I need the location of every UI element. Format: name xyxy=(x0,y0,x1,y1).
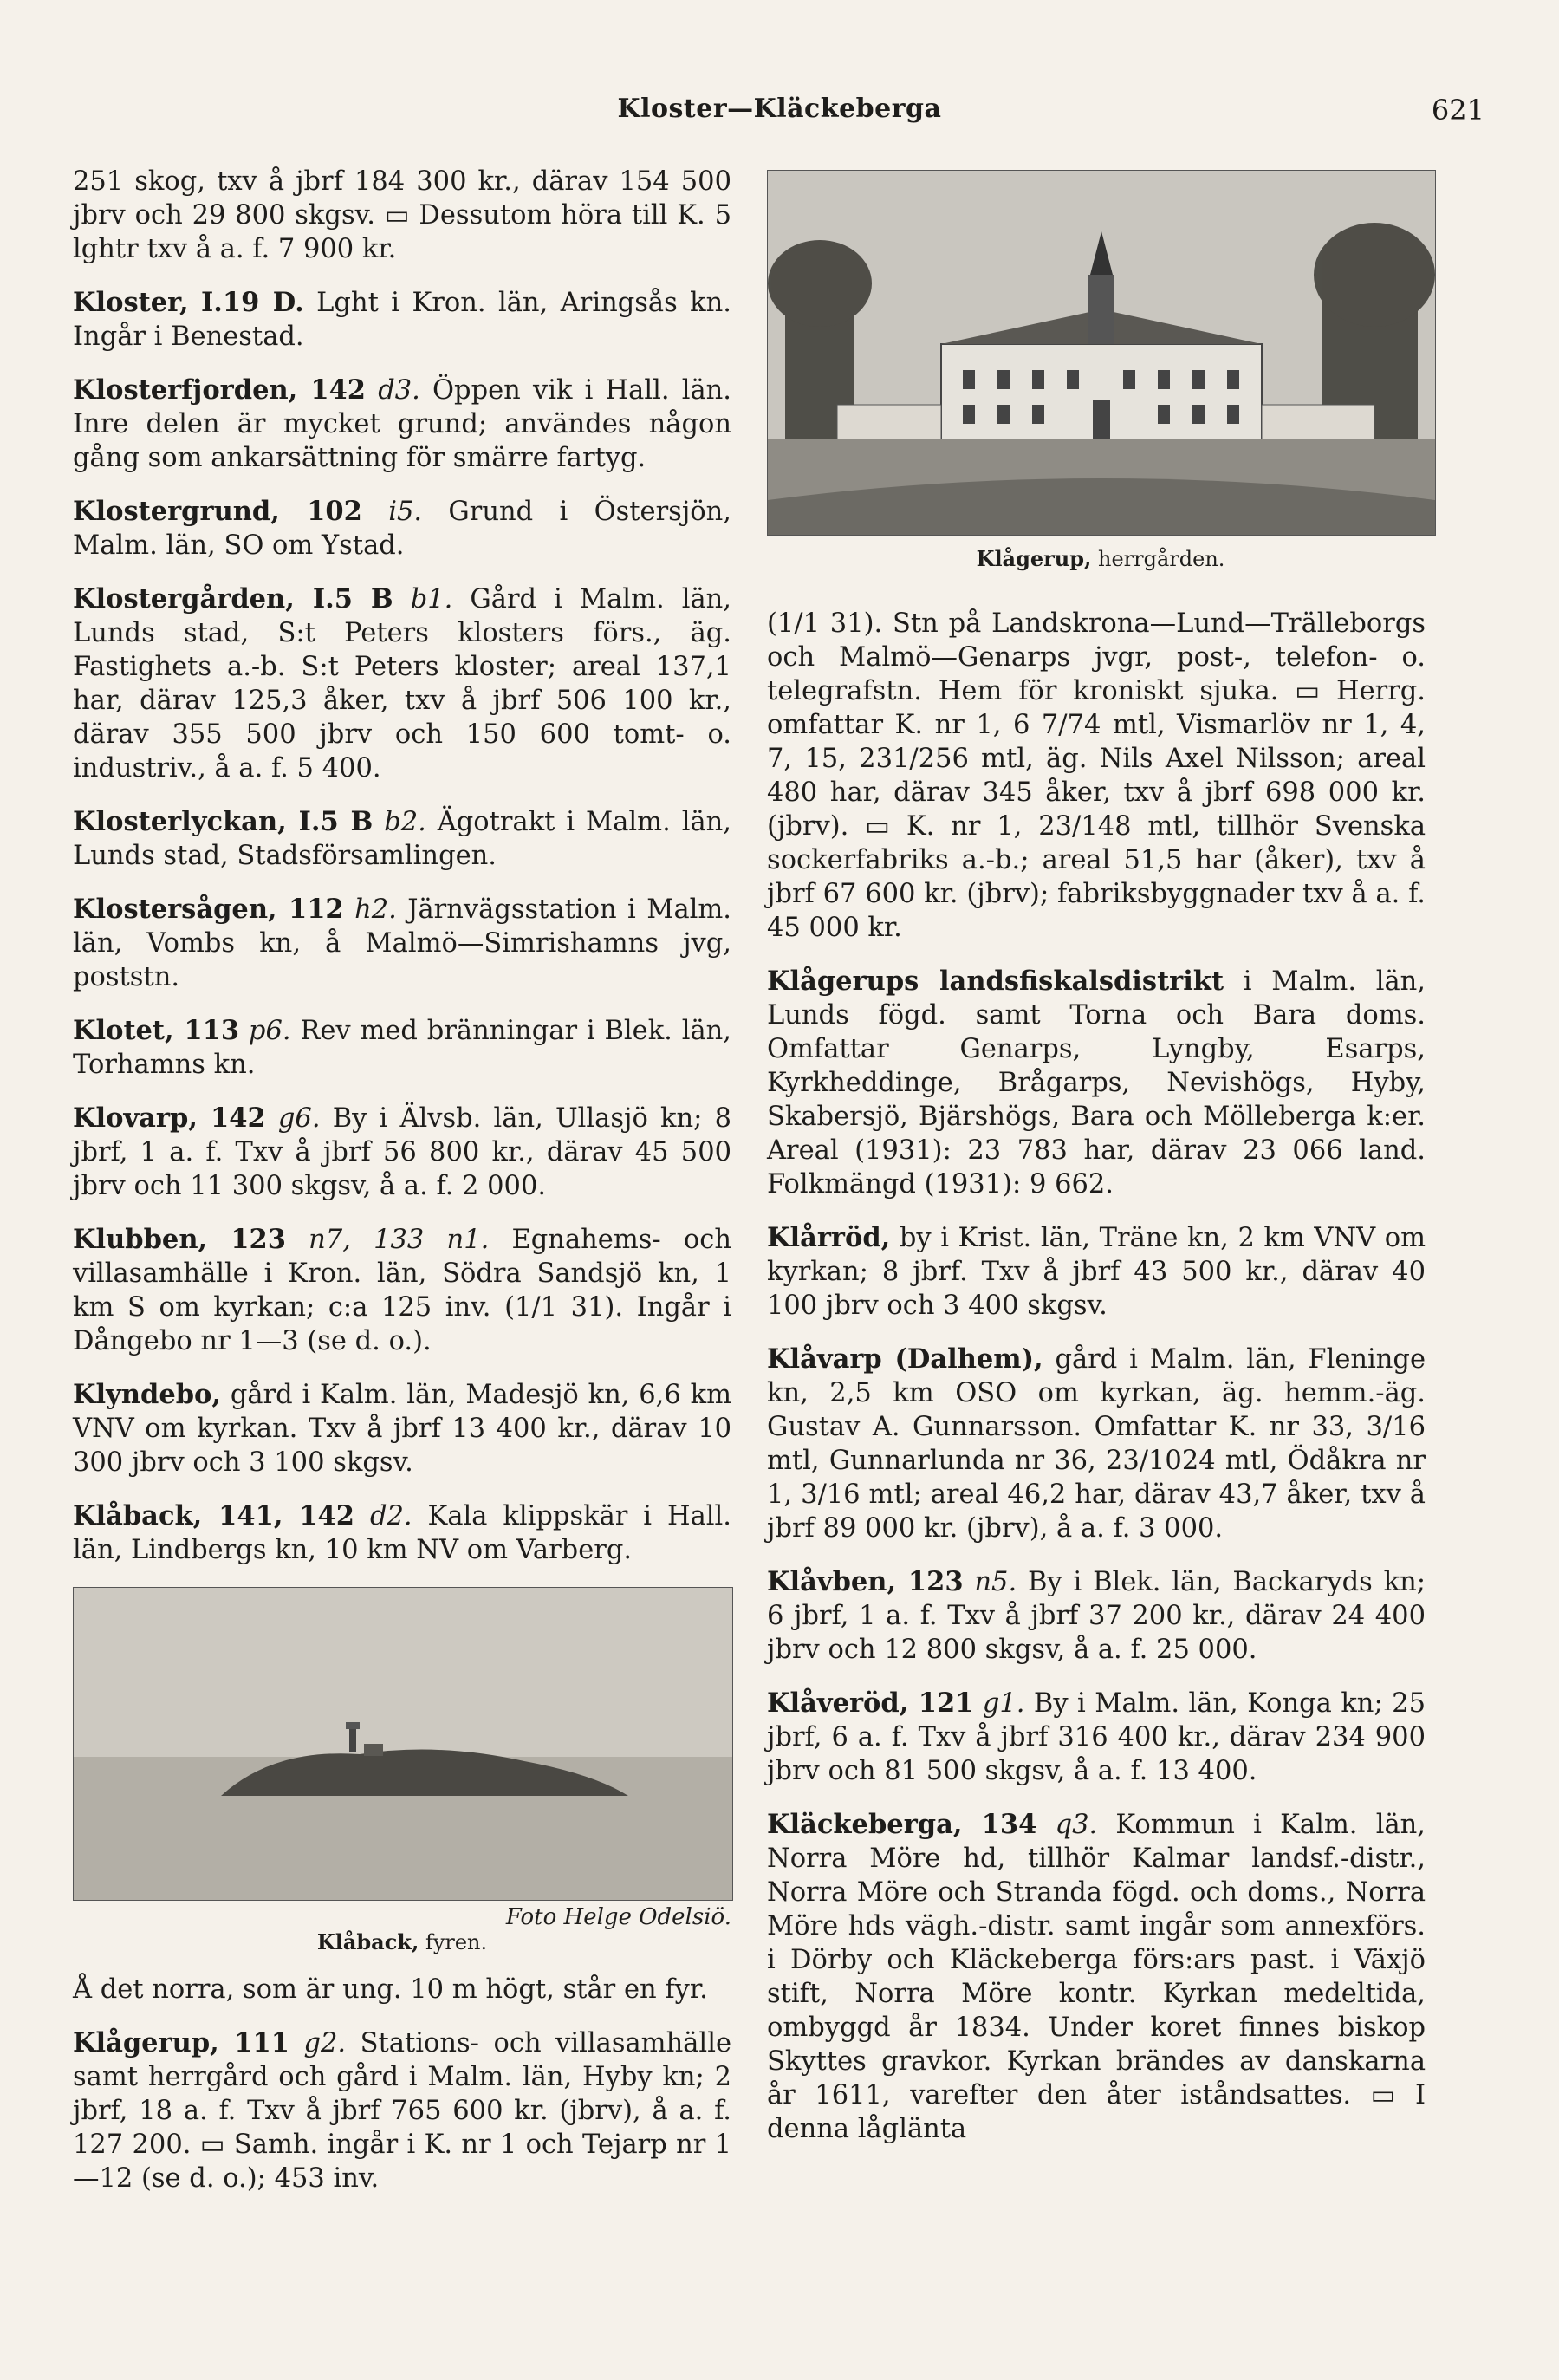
photo-credit: Foto Helge Odelsiö. xyxy=(505,1904,731,1930)
klaback-photo-caption: Klåback, fyren. xyxy=(316,1929,488,1954)
page-header xyxy=(0,94,1559,137)
entry-klosterlyckan: Klosterlyckan, I.5 B b2. Ägotrakt i Malm. län, Lunds stad, Stadsförsamlingen. xyxy=(73,806,731,871)
manor-illustration xyxy=(768,171,1435,535)
right-column xyxy=(767,607,1426,2166)
page-number: 621 xyxy=(1431,94,1484,127)
entry-klavarp: Klåvarp (Dalhem), gård i Malm. län, Fleninge kn, 2,5 km OSO om kyrkan, äg. hemm.-äg. Gustav A. Gunnarsson. Omfattar K. nr 33, 3/16 mtl, Gunnarlunda nr 36, 23/1024 mtl, Ödåkra nr 1, 3/16 mtl; areal 46,2 har, därav 43,7 åker, txv å jbrf 89 000 kr. (jbrv), å a. f. 3 000. xyxy=(767,1343,1426,1544)
klaback-figure xyxy=(73,1587,731,1955)
entry-klostergrund: Klostergrund, 102 i5. Grund i Östersjön, Malm. län, SO om Ystad. xyxy=(73,496,731,561)
entry-klostersagen: Klostersågen, 112 h2. Järnvägsstation i Malm. län, Vombs kn, å Malmö—Simrishamns jvg, poststn. xyxy=(73,894,731,992)
entry-klotet: Klotet, 113 p6. Rev med bränningar i Blek. län, Torhamns kn. xyxy=(73,1015,731,1080)
klaback-lighthouse-photo xyxy=(73,1587,733,1901)
entry-klackeberga: Kläckeberga, 134 q3. Kommun i Kalm. län, Norra Möre hd, tillhör Kalmar landsf.-distr., Norra Möre och Stranda fögd. och doms., Norra Möre hds vägh.-distr. samt ingår som annexförs. i Dörby och Kläckeberga förs:ars past. i Växjö stift, Norra Möre kontr. Kyrkan medeltida, ombyggd år 1834. Under koret finnes biskop Skyttes gravkor. Kyrkan brändes av danskarna år 1611, varefter den åter iståndsattes. ▭ I denna låglänta xyxy=(767,1809,1426,2144)
entry-klubben: Klubben, 123 n7, 133 n1. Egnahems- och villasamhälle i Kron. län, Södra Sandsjö kn, 1 km S om kyrkan; c:a 125 inv. (1/1 31). Ingår i Dångebo nr 1—3 (se d. o.). xyxy=(73,1224,732,1356)
entry-klovarp: Klovarp, 142 g6. By i Älvsb. län, Ullasjö kn; 8 jbrf, 1 a. f. Txv å jbrf 56 800 kr., därav 45 500 jbrv och 11 300 skgsv, å a. f. 2 000. xyxy=(73,1102,731,1201)
klagerup-manor-photo xyxy=(767,170,1436,536)
klagerup-continuation: (1/1 31). Stn på Landskrona—Lund—Trälleborgs och Malmö—Genarps jvgr, post-, telefon- o. telegrafstn. Hem för kroniskt sjuka. ▭ Herrg. omfattar K. nr 1, 6 7/74 mtl, Vismarlöv nr 1, 4, 7, 15, 231/256 mtl, äg. Nils Axel Nilsson; areal 480 har, därav 345 åker, txv å jbrf 698 000 kr. (jbrv). ▭ K. nr 1, 23/148 mtl, tillhör Svenska sockerfabriks a.-b.; areal 51,5 har (åker), txv å jbrf 67 600 kr. (jbrv); fabriksbyggnader txv å a. f. 45 000 kr. xyxy=(767,608,1426,943)
running-title: Kloster—Kläckeberga xyxy=(617,94,942,124)
entry-klavben: Klåvben, 123 n5. By i Blek. län, Backaryds kn; 6 jbrf, 1 a. f. Txv å jbrf 37 200 kr., därav 24 400 jbrv och 12 800 skgsv, å a. f. 25 000. xyxy=(767,1566,1426,1665)
entry-klagerup: Klågerup, 111 g2. Stations- och villasamhälle samt herrgård och gård i Malm. län, Hyby kn; 2 jbrf, 18 a. f. Txv å jbrf 765 600 kr. (jbrv), å a. f. 127 200. ▭ Samh. ingår i K. nr 1 och Tejarp nr 1—12 (se d. o.); 453 inv. xyxy=(73,2027,731,2194)
entry-klarrod: Klårröd, by i Krist. län, Träne kn, 2 km VNV om kyrkan; 8 jbrf. Txv å jbrf 43 500 kr., därav 40 100 jbrv och 3 400 skgsv. xyxy=(767,1222,1426,1321)
entry-klyndebo: Klyndebo, gård i Kalm. län, Madesjö kn, 6,6 km VNV om kyrkan. Txv å jbrf 13 400 kr., därav 10 300 jbrv och 3 100 skgsv. xyxy=(73,1379,731,1478)
entry-kloster: Kloster, I.19 D. Lght i Kron. län, Aringsås kn. Ingår i Benestad. xyxy=(73,287,731,352)
klaback-continuation: Å det norra, som är ung. 10 m högt, står en fyr. xyxy=(73,1974,708,2005)
entry-klosterfjorden: Klosterfjorden, 142 d3. Öppen vik i Hall. län. Inre delen är mycket grund; användes någon gång som ankarsättning för smärre fartyg. xyxy=(73,374,731,473)
left-column xyxy=(73,165,731,2215)
klagerup-photo-caption: Klågerup, herrgården. xyxy=(976,546,1225,571)
entry-klagerups-landsfiskalsdistrikt: Klågerups landsfiskalsdistrikt i Malm. län, Lunds fögd. samt Torna och Bara doms. Omfattar Genarps, Lyngby, Esarps, Kyrkheddinge, Brågarps, Nevishögs, Hyby, Skabersjö, Bjärshögs, Bara och Mölleberga k:er. Areal (1931): 23 783 har, därav 23 066 land. Folkmängd (1931): 9 662. xyxy=(767,966,1426,1200)
intro-continuation: 251 skog, txv å jbrf 184 300 kr., därav 154 500 jbrv och 29 800 skgsv. ▭ Dessutom höra till K. 5 lghtr txv å a. f. 7 900 kr. xyxy=(73,166,731,264)
entry-klaverod: Klåveröd, 121 g1. By i Malm. län, Konga kn; 25 jbrf, 6 a. f. Txv å jbrf 316 400 kr., därav 234 900 jbrv och 81 500 skgsv, å a. f. 13 400. xyxy=(767,1687,1426,1786)
entry-klostergarden: Klostergården, I.5 B b1. Gård i Malm. län, Lunds stad, S:t Peters klosters förs., äg. Fastighets a.-b. S:t Peters kloster; areal 137,1 har, därav 125,3 åker, txv å jbrf 506 100 kr., därav 355 500 jbrv och 150 600 tomt- o. industriv., å a. f. 5 400. xyxy=(73,583,732,784)
entry-klaback: Klåback, 141, 142 d2. Kala klippskär i Hall. län, Lindbergs kn, 10 km NV om Varberg. xyxy=(73,1500,731,1565)
island-illustration xyxy=(74,1588,732,1900)
